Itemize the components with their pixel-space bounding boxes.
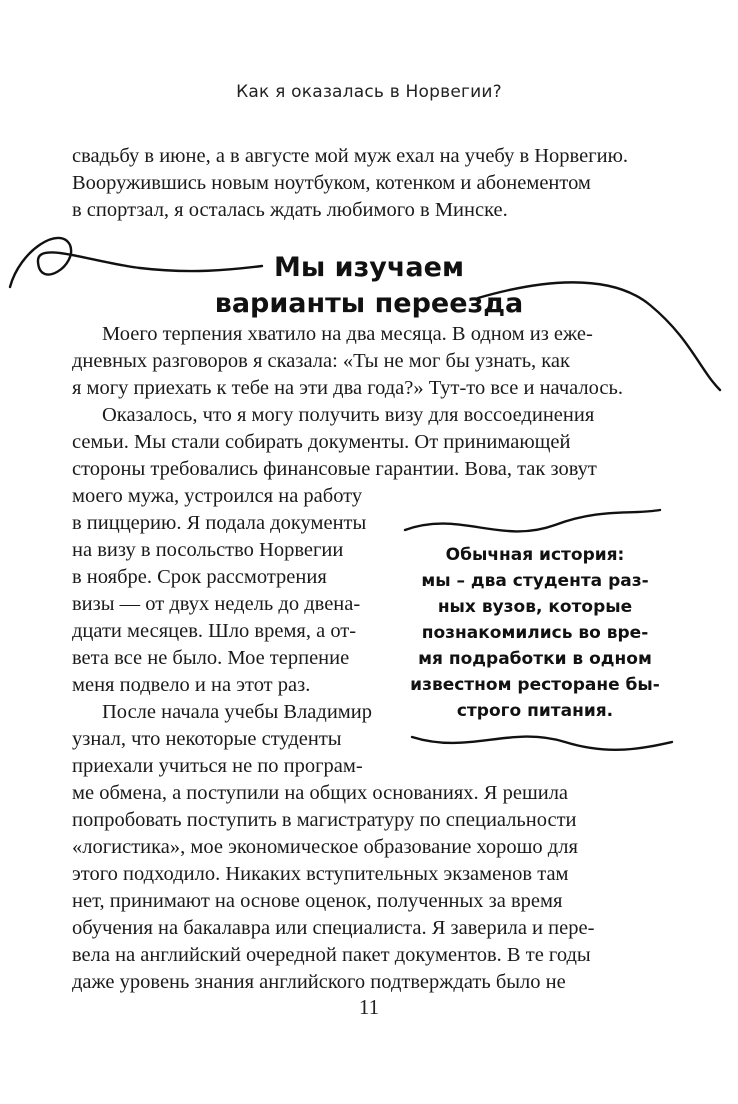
text-line: вета все не было. Мое терпение [72, 647, 350, 669]
paragraph-2 [72, 402, 632, 483]
section-heading [0, 250, 738, 322]
callout-line: Обычная история: [445, 545, 625, 565]
text-line: в ноябре. Срок рассмотрения [72, 566, 327, 588]
text-line: в пиццерию. Я подала документы [72, 512, 367, 534]
text-line: в спортзал, я осталась ждать любимого в Минске. [72, 199, 508, 221]
text-line: попробовать поступить в магистратуру по специальности [72, 809, 577, 831]
text-line: приехали учиться не по програм- [72, 755, 363, 777]
text-line: дцати месяцев. Шло время, а от- [72, 620, 357, 642]
text-line: этого подходило. Никаких вступительных экзаменов там [72, 863, 569, 885]
callout-quote [395, 542, 675, 724]
text-line: визы — от двух недель до двена- [72, 593, 361, 615]
text-line: даже уровень знания английского подтверждать было не [72, 971, 566, 993]
running-header: Как я оказалась в Норвегии? [236, 82, 502, 102]
text-line: меня подвело и на этот раз. [72, 674, 311, 696]
text-line: обучения на бакалавра или специалиста. Я заверила и пере- [72, 917, 595, 939]
paragraph-3 [72, 780, 632, 996]
callout-line: мя подработки в одном [418, 649, 652, 669]
text-line: я могу приехать к тебе на эти два года?» Тут-то все и началось. [72, 377, 623, 399]
paragraph-3-narrow [72, 699, 390, 780]
text-line: дневных разговоров я сказала: «Ты не мог бы узнать, как [72, 350, 570, 372]
callout-line: познакомились во вре- [421, 623, 649, 643]
text-line: стороны требовались финансовые гарантии. Вова, так зовут [72, 458, 597, 480]
text-line: на визу в посольство Норвегии [72, 539, 344, 561]
paragraph-1 [72, 321, 632, 402]
text-line: узнал, что некоторые студенты [72, 728, 342, 750]
text-line: семьи. Мы стали собирать документы. От принимающей [72, 431, 571, 453]
text-line: Оказалось, что я могу получить визу для воссоединения [102, 404, 595, 426]
text-line: нет, принимают на основе оценок, полученных за время [72, 890, 563, 912]
text-line: Моего терпения хватило на два месяца. В одном из еже- [102, 323, 593, 345]
callout-line: мы – два студента раз- [421, 571, 649, 591]
page-number: 11 [358, 995, 380, 1019]
section-heading-line: варианты переезда [214, 288, 524, 319]
callout-top-wave [405, 510, 660, 531]
text-line: вела на английский очередной пакет документов. В те годы [72, 944, 591, 966]
text-line: После начала учебы Владимир [102, 701, 372, 723]
section-heading-line: Мы изучаем [273, 252, 465, 283]
text-line: Вооружившись новым ноутбуком, котенком и абонементом [72, 172, 591, 194]
callout-bottom-wave [412, 737, 672, 750]
text-line: моего мужа, устроился на работу [72, 485, 363, 507]
callout-line: строго питания. [456, 701, 614, 721]
text-line: «логистика», мое экономическое образование хорошо для [72, 836, 578, 858]
callout-line: известном ресторане бы- [410, 675, 660, 695]
text-line: свадьбу в июне, а в августе мой муж ехал на учебу в Норвегию. [72, 145, 629, 167]
text-line: ме обмена, а поступили на общих основаниях. Я решила [72, 782, 569, 804]
paragraph-2-narrow [72, 483, 390, 699]
callout-line: ных вузов, которые [437, 597, 633, 617]
